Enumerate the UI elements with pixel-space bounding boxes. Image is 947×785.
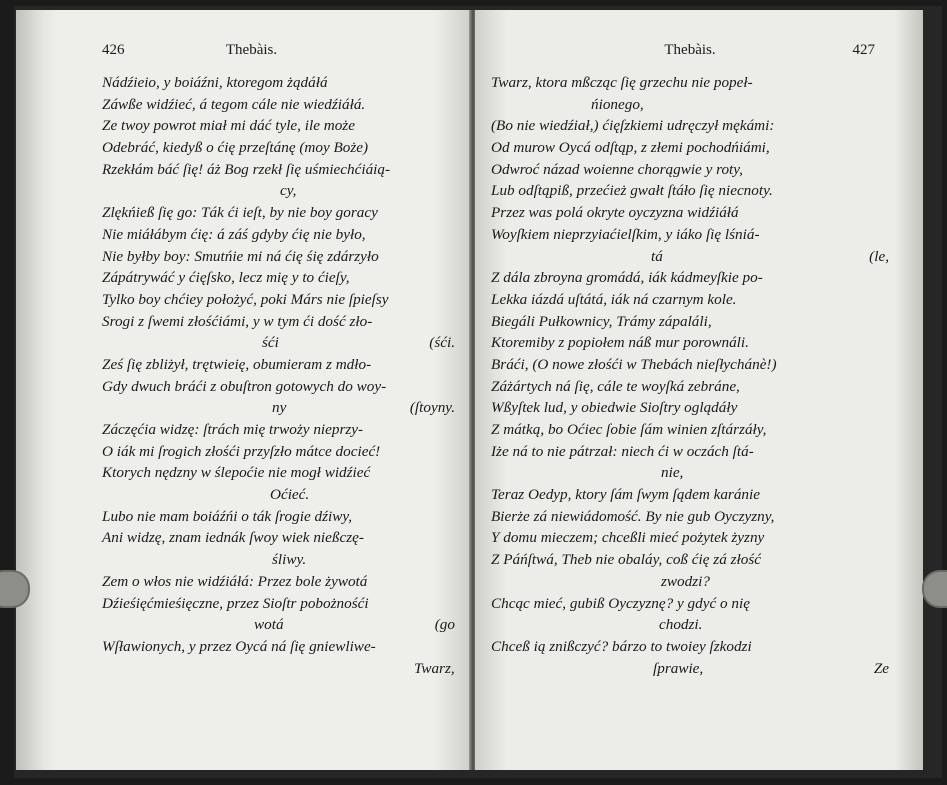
verse-text: Nie miáłábym ćię: á záś gdyby ćię nie było, [102, 225, 366, 243]
running-head-left [16, 42, 471, 64]
verse-line [475, 527, 923, 549]
verse-line [475, 267, 923, 289]
verse-text: Rzekłám báć ſię! áż Bog rzekł ſię uśmiechćiáią- [102, 160, 391, 178]
verse-line [475, 636, 923, 658]
verse-text: Y domu mieczem; chceßli mieć pożytek żyzny [491, 529, 765, 547]
verse-block-left [16, 72, 471, 679]
verse-line [475, 506, 923, 528]
verse-line [16, 462, 471, 484]
verse-continuation [16, 614, 471, 636]
verse-line [475, 202, 923, 224]
verse-line [16, 376, 471, 398]
verse-continuation [16, 332, 471, 354]
verse-line [475, 115, 923, 137]
verse-line [16, 159, 471, 181]
verse-line [16, 202, 471, 224]
verse-line [16, 527, 471, 549]
verse-line [475, 180, 923, 202]
verse-text: Teraz Oedyp, ktory ſám ſwym ſądem karánie [491, 486, 760, 504]
verse-line [16, 354, 471, 376]
verse-line [16, 224, 471, 246]
verse-text: Twarz, ktora mßcząc ſię grzechu nie popeł- [491, 74, 753, 91]
verse-continuation [475, 94, 923, 116]
verse-text: Nádźieio, y boiáźni, ktoregom żądáłá [102, 74, 328, 91]
left-page [16, 10, 471, 770]
verse-text: cy, [280, 182, 297, 200]
verse-line [475, 354, 923, 376]
verse-text: Wßyſtek lud, y obiedwie Sioſtry oglądáły [491, 399, 738, 417]
verse-text: ſprawie, [653, 659, 704, 677]
verse-continuation [16, 658, 471, 680]
verse-line [16, 289, 471, 311]
verse-line [475, 159, 923, 181]
verse-text: Nie byłby boy: Smutńie mi ná ćię śię zdárzyło [102, 247, 379, 265]
page-number: 427 [852, 42, 875, 58]
verse-line [475, 397, 923, 419]
running-title: Thebàis. [225, 42, 278, 58]
verse-line [475, 289, 923, 311]
verse-text: Zlękńieß ſię go: Ták ći ieſt, by nie boy goracy [102, 204, 378, 222]
verse-text: Chcąc mieć, gubiß Oyczyznę? y gdyć o nię [491, 594, 750, 612]
verse-line [475, 311, 923, 333]
running-head-right [475, 42, 923, 64]
verse-line [475, 72, 923, 94]
verse-line [475, 441, 923, 463]
verse-line [475, 593, 923, 615]
verse-text: Odebráć, kiedyß o ćię przeſtánę (moy Boże) [102, 139, 369, 157]
verse-text: Wſławionych, y przez Oycá ná ſię gniewliwe- [102, 637, 376, 655]
verse-text: Záżártych ná ſię, cále te woyſká zebráne, [491, 377, 740, 395]
verse-text: Z Páńſtwá, Theb nie obaláy, coß ćię zá złość [491, 551, 761, 569]
verse-continuation [475, 571, 923, 593]
verse-text: Ześ ſię zbliżył, trętwieię, obumieram z mdło- [102, 355, 372, 373]
verse-line [475, 376, 923, 398]
verse-line [16, 636, 471, 658]
verse-line [16, 571, 471, 593]
verse-line [475, 224, 923, 246]
verse-text: Zem o włos nie widźiáłá: Przez bole żywotá [102, 572, 368, 590]
verse-overflow: Ze [873, 659, 889, 677]
right-page [475, 10, 923, 770]
verse-text: tá [651, 247, 663, 265]
verse-text: Záwße widźieć, á tegom cále nie wiedźiáłá. [102, 95, 366, 113]
verse-line [16, 115, 471, 137]
verse-line [475, 549, 923, 571]
verse-line [16, 506, 471, 528]
verse-line [475, 484, 923, 506]
verse-text: Ktorych nędzny w ślepoćie nie mogł widźieć [102, 464, 371, 482]
verse-text: Ani widzę, znam iednák ſwoy wiek nießczę- [102, 529, 364, 547]
verse-continuation [16, 549, 471, 571]
verse-line [16, 246, 471, 268]
running-title: Thebàis. [664, 42, 716, 58]
verse-continuation [475, 614, 923, 636]
verse-line [16, 94, 471, 116]
verse-text: Bierże zá niewiádomość. By nie gub Oyczyzny, [491, 507, 775, 525]
verse-text: Twarz, [414, 659, 455, 677]
verse-line [475, 419, 923, 441]
verse-text: O iák mi ſrogich złośći przyſzło mátce docieć! [102, 442, 381, 460]
verse-block-right [475, 72, 923, 679]
verse-continuation [16, 397, 471, 419]
verse-text: Zápátrywáć y ćięſsko, lecz mię y to ćieſy, [102, 269, 350, 287]
verse-overflow: (śći. [429, 334, 455, 352]
verse-text: śći [262, 334, 279, 352]
verse-line [16, 267, 471, 289]
verse-text: nie, [661, 464, 684, 482]
verse-text: Srogi z ſwemi złośćiámi, y w tym ći dość zło- [102, 312, 373, 330]
verse-text: Biegáli Pułkownicy, Trámy zápaláli, [491, 312, 712, 330]
verse-text: chodzi. [659, 616, 703, 634]
verse-line [475, 137, 923, 159]
verse-line [16, 72, 471, 94]
verse-continuation [16, 484, 471, 506]
verse-text: śliwy. [272, 551, 307, 569]
page-number: 426 [102, 42, 125, 58]
verse-continuation [475, 246, 923, 268]
verse-text: ńionego, [591, 95, 644, 113]
verse-text: Chceß ią znißczyć? bárzo to twoiey ſzkodzi [491, 637, 752, 655]
verse-text: Gdy dwuch bráći z obuſtron gotowych do woy- [102, 377, 387, 395]
verse-text: zwodzi? [661, 572, 710, 590]
verse-continuation [16, 180, 471, 202]
verse-continuation [475, 462, 923, 484]
verse-line [475, 332, 923, 354]
verse-line [16, 137, 471, 159]
verse-text: Lubo nie mam boiáźńi o ták ſrogie dźiwy, [102, 507, 353, 525]
verse-text: Ze twoy powrot miał mi dáć tyle, ile może [102, 117, 355, 135]
verse-overflow: (ſtoyny. [409, 399, 455, 417]
verse-text: Od murow Oycá odſtąp, z złemi pochodńiámi, [491, 139, 770, 157]
verse-line [16, 419, 471, 441]
verse-text: Odwroć názad woienne chorągwie y roty, [491, 160, 743, 178]
verse-text: Tylko boy chćiey położyć, poki Márs nie ſpieſsy [102, 290, 389, 308]
verse-text: Z dála zbroyna gromádá, iák kádmeyſkie po- [491, 269, 763, 287]
verse-text: Iże ná to nie pátrzał: niech ći w oczách ſtá- [491, 442, 754, 460]
verse-text: Dźieśięćmieśięczne, przez Sioſtr pobożnośći [102, 594, 369, 612]
verse-text: Lub odſtąpiß, przećież gwałt ſtáło ſię niecnoty. [491, 182, 773, 200]
verse-line [16, 441, 471, 463]
verse-text: Lekka iázdá uſtátá, iák ná czarnym kole. [491, 290, 737, 308]
verse-text: Przez was polá okryte oyczyzna widźiáłá [491, 204, 739, 222]
verse-text: wotá [254, 616, 284, 634]
verse-line [16, 311, 471, 333]
verse-text: Záczęćia widzę: ſtrách mię trwoży nieprzy- [102, 421, 364, 438]
verse-text: Oćieć. [270, 486, 310, 504]
verse-continuation [475, 658, 923, 680]
verse-text: Z mátką, bo Oćiec ſobie ſám winien zſtárzáły, [491, 421, 767, 438]
verse-text: ny [272, 399, 287, 417]
verse-text: (Bo nie wiedźiał,) ćięſzkiemi udręczył mękámi: [491, 117, 775, 135]
verse-overflow: (le, [869, 247, 889, 265]
verse-text: Bráći, (O nowe złośći w Thebách nieſłychánè!) [491, 355, 777, 373]
verse-text: Ktoremiby z popiołem náß mur porownáli. [491, 334, 749, 352]
verse-overflow: (go [434, 616, 455, 634]
verse-line [16, 593, 471, 615]
verse-text: Woyſkiem nieprzyiaćielſkim, y iáko ſię lśniá- [491, 225, 760, 243]
